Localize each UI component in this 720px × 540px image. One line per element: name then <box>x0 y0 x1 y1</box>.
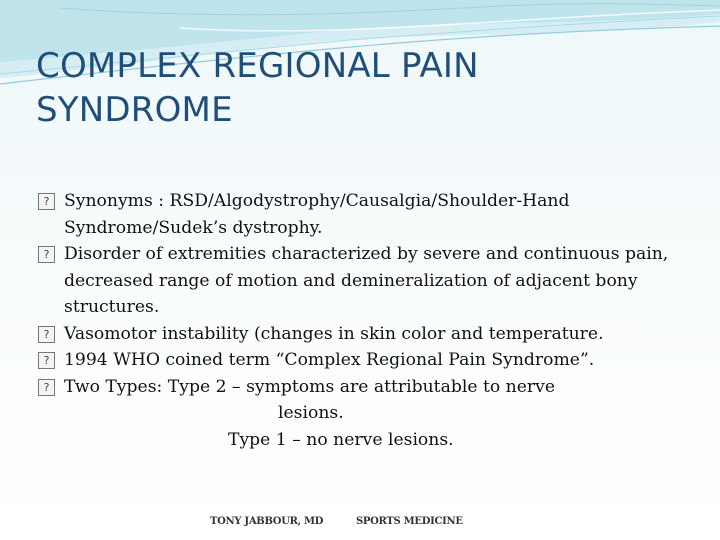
bullet-icon: ? <box>38 379 55 396</box>
bullet-text: Synonyms : RSD/Algodystrophy/Causalgia/Shoulder-Hand Syndrome/Sudek’s dystrophy. <box>64 191 570 238</box>
bullet-icon: ? <box>38 352 55 369</box>
bullet-continuation-text: Type 1 – no nerve lesions. <box>228 429 454 450</box>
footer-department: SPORTS MEDICINE <box>356 516 463 527</box>
bullet-item <box>38 321 688 348</box>
bullet-item <box>38 374 688 454</box>
slide-title-line-2: SYNDROME <box>36 90 233 130</box>
bullet-icon: ? <box>38 326 55 343</box>
bullet-text: Vasomotor instability (changes in skin color and temperature. <box>64 323 604 344</box>
bullet-item <box>38 188 688 241</box>
bullet-text: Two Types: Type 2 – symptoms are attributable to nerve <box>64 376 556 397</box>
bullet-item <box>38 241 688 321</box>
slide-title <box>36 44 676 132</box>
bullet-item <box>38 347 688 374</box>
bullet-icon: ? <box>38 246 55 263</box>
slide-title-line-1: COMPLEX REGIONAL PAIN <box>36 46 479 86</box>
footer-author: TONY JABBOUR, MD <box>210 516 324 527</box>
bullet-icon: ? <box>38 193 55 210</box>
bullet-continuation-text: lesions. <box>278 403 344 423</box>
bullet-text: Disorder of extremities characterized by severe and continuous pain, decreased range of motion and demineralization of adjacent bony structures. <box>64 244 669 317</box>
bullet-list <box>38 188 688 453</box>
bullet-text: 1994 WHO coined term “Complex Regional Pain Syndrome”. <box>64 350 595 370</box>
